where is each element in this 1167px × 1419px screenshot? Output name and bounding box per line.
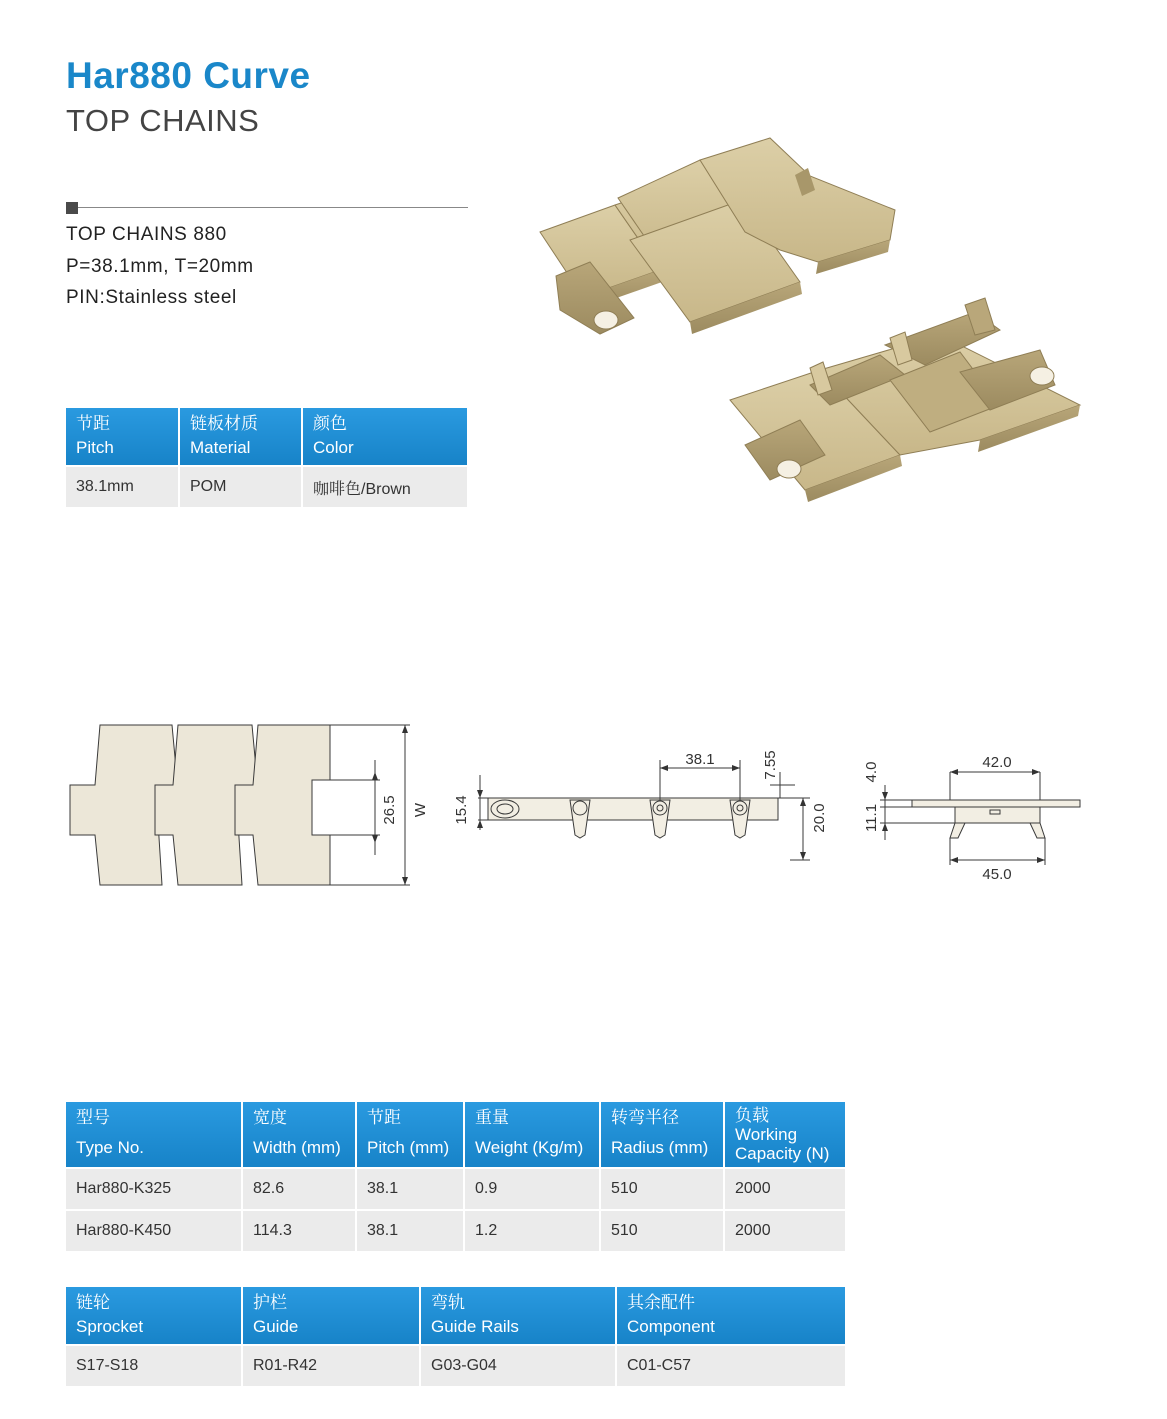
chain-top-illustration <box>540 138 895 334</box>
dim-label-b: 11.1 <box>863 803 880 833</box>
type-table <box>66 1102 845 1251</box>
header-component: 其余配件 Component <box>616 1287 845 1345</box>
dim-label-bottom-width: 45.0 <box>982 866 1012 883</box>
spec-line-pitch: P=38.1mm, T=20mm <box>66 256 254 277</box>
dim-label-inner: 26.5 <box>381 795 398 825</box>
header-guide-rails: 弯轨 Guide Rails <box>420 1287 616 1345</box>
table-row: Har880-K325 82.6 38.1 0.9 510 2000 <box>66 1168 845 1210</box>
header-pitch-mm: 节距 Pitch (mm) <box>356 1102 464 1168</box>
spec-line-model: TOP CHAINS 880 <box>66 224 227 245</box>
dim-label-height-left: 15.4 <box>453 795 470 825</box>
chain-bottom-illustration <box>730 298 1080 502</box>
header-guide: 护栏 Guide <box>242 1287 420 1345</box>
header-color: 颜色 Color <box>302 408 467 466</box>
dim-label-top-width: 42.0 <box>982 754 1012 771</box>
dim-label-offset: 7.55 <box>762 750 779 780</box>
spec-line-pin: PIN:Stainless steel <box>66 287 237 308</box>
header-sprocket: 链轮 Sprocket <box>66 1287 242 1345</box>
page-title: Har880 Curve <box>66 55 311 96</box>
side-view-drawing <box>477 760 810 860</box>
header-capacity: 负载 Working Capacity (N) <box>724 1102 845 1168</box>
table-row: Har880-K450 114.3 38.1 1.2 510 2000 <box>66 1210 845 1251</box>
dim-label-height-right: 20.0 <box>811 803 828 833</box>
end-view-drawing <box>880 769 1080 865</box>
dim-label-a: 4.0 <box>863 761 880 783</box>
dim-label-width: W <box>412 802 429 818</box>
page-subtitle: TOP CHAINS <box>66 103 260 138</box>
top-view-drawing <box>70 725 410 885</box>
accessory-table <box>66 1287 845 1386</box>
header-width: 宽度 Width (mm) <box>242 1102 356 1168</box>
header-weight: 重量 Weight (Kg/m) <box>464 1102 600 1168</box>
table-row: S17-S18 R01-R42 G03-G04 C01-C57 <box>66 1345 845 1386</box>
header-material: 链板材质 Material <box>179 408 302 466</box>
header-radius: 转弯半径 Radius (mm) <box>600 1102 724 1168</box>
table-row: 38.1mm POM 咖啡色/Brown <box>66 466 467 507</box>
header-pitch: 节距 Pitch <box>66 408 179 466</box>
header-type-no: 型号 Type No. <box>66 1102 242 1168</box>
dim-label-pitch: 38.1 <box>685 751 715 768</box>
